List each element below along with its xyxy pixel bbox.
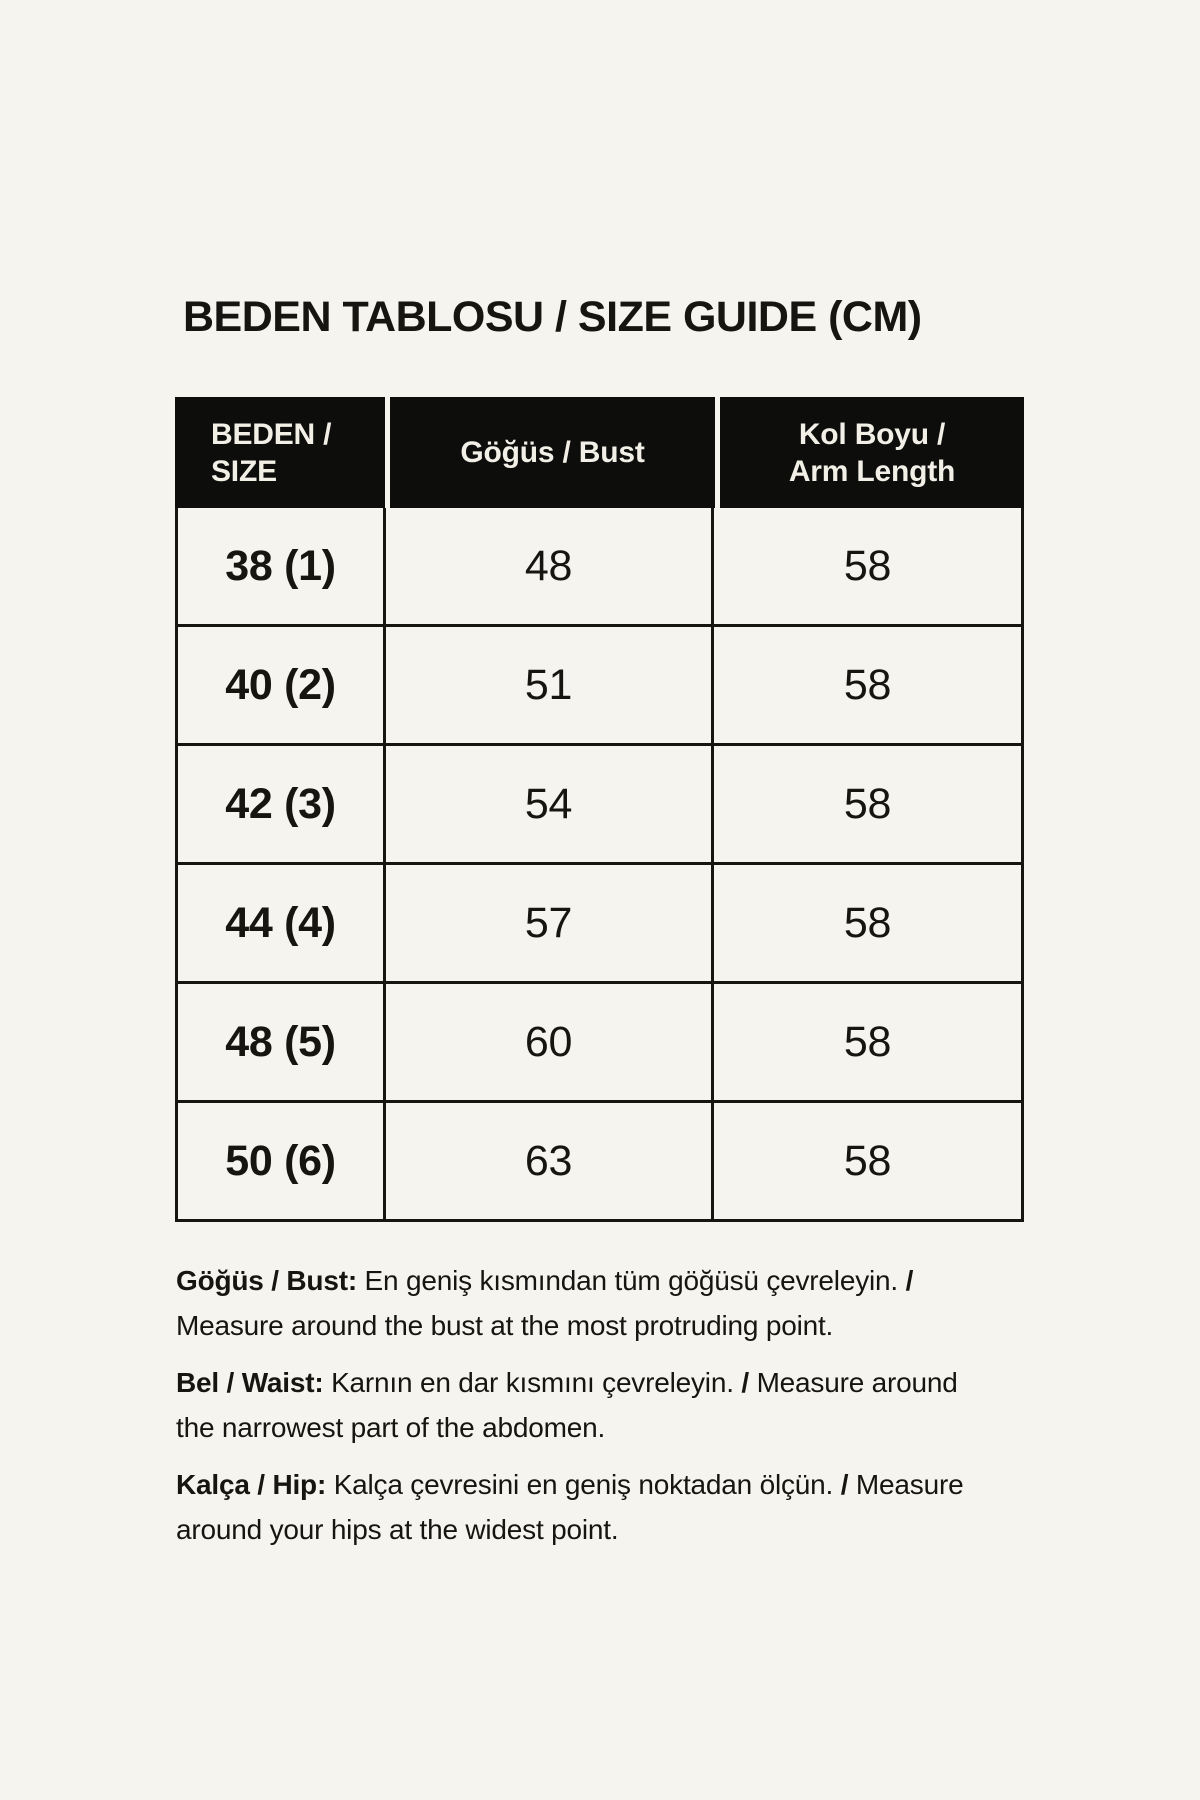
header-size-line2: SIZE xyxy=(211,454,277,488)
cell-arm-length: 58 xyxy=(843,541,892,590)
cell-bust: 48 xyxy=(386,508,714,624)
cell-arm-length: 58 xyxy=(843,1017,892,1066)
note-waist xyxy=(176,1360,976,1450)
header-cell-bust xyxy=(390,397,715,508)
note-waist-text-en: Measure around the narrowest part of the abdomen. xyxy=(176,1367,958,1443)
note-hip-text-tr: Kalça çevresini en geniş noktadan ölçün. xyxy=(333,1469,834,1500)
cell-bust: 60 xyxy=(386,984,714,1100)
note-bust-label: Göğüs / Bust: xyxy=(176,1265,357,1296)
cell-bust: 51 xyxy=(386,627,714,743)
table-body xyxy=(175,508,1024,1222)
cell-size: 48 (5) xyxy=(178,984,386,1100)
size-guide-table xyxy=(175,397,1024,1222)
note-hip-separator: / xyxy=(840,1469,849,1500)
header-cell-size xyxy=(175,397,385,508)
cell-bust: 63 xyxy=(386,1103,714,1219)
header-cell-arm-length xyxy=(720,397,1024,508)
note-hip xyxy=(176,1462,976,1552)
note-hip-label: Kalça / Hip: xyxy=(176,1469,327,1500)
cell-size: 42 (3) xyxy=(178,746,386,862)
measurement-notes xyxy=(176,1258,976,1564)
note-bust xyxy=(176,1258,976,1348)
header-size-line1: BEDEN / xyxy=(211,417,332,451)
page-title: BEDEN TABLOSU / SIZE GUIDE (CM) xyxy=(183,293,922,341)
note-waist-label: Bel / Waist: xyxy=(176,1367,324,1398)
header-arm-line1: Kol Boyu / xyxy=(798,417,946,451)
table-row xyxy=(178,743,1021,862)
note-waist-separator: / xyxy=(741,1367,749,1398)
table-row xyxy=(178,508,1021,624)
cell-arm-length: 58 xyxy=(843,1136,892,1185)
cell-arm-length: 58 xyxy=(843,898,892,947)
note-bust-text-tr: En geniş kısmından tüm göğüsü çevreleyin. xyxy=(364,1265,898,1296)
cell-arm-length: 58 xyxy=(843,660,892,709)
note-bust-separator: / xyxy=(905,1265,914,1296)
cell-size: 50 (6) xyxy=(178,1103,386,1219)
cell-arm-length: 58 xyxy=(843,779,892,828)
header-arm-line2: Arm Length xyxy=(788,454,956,488)
note-waist-text-tr: Karnın en dar kısmını çevreleyin. xyxy=(331,1367,734,1398)
header-bust-line1: Göğüs / Bust xyxy=(460,436,645,469)
table-header-row xyxy=(175,397,1024,508)
cell-size: 44 (4) xyxy=(178,865,386,981)
table-row xyxy=(178,624,1021,743)
table-row xyxy=(178,981,1021,1100)
table-row xyxy=(178,1100,1021,1219)
cell-size: 38 (1) xyxy=(178,508,386,624)
cell-size: 40 (2) xyxy=(178,627,386,743)
cell-bust: 57 xyxy=(386,865,714,981)
note-hip-text-en: Measure around your hips at the widest point. xyxy=(176,1469,964,1545)
table-row xyxy=(178,862,1021,981)
note-bust-text-en: Measure around the bust at the most protruding point. xyxy=(176,1310,834,1341)
cell-bust: 54 xyxy=(386,746,714,862)
